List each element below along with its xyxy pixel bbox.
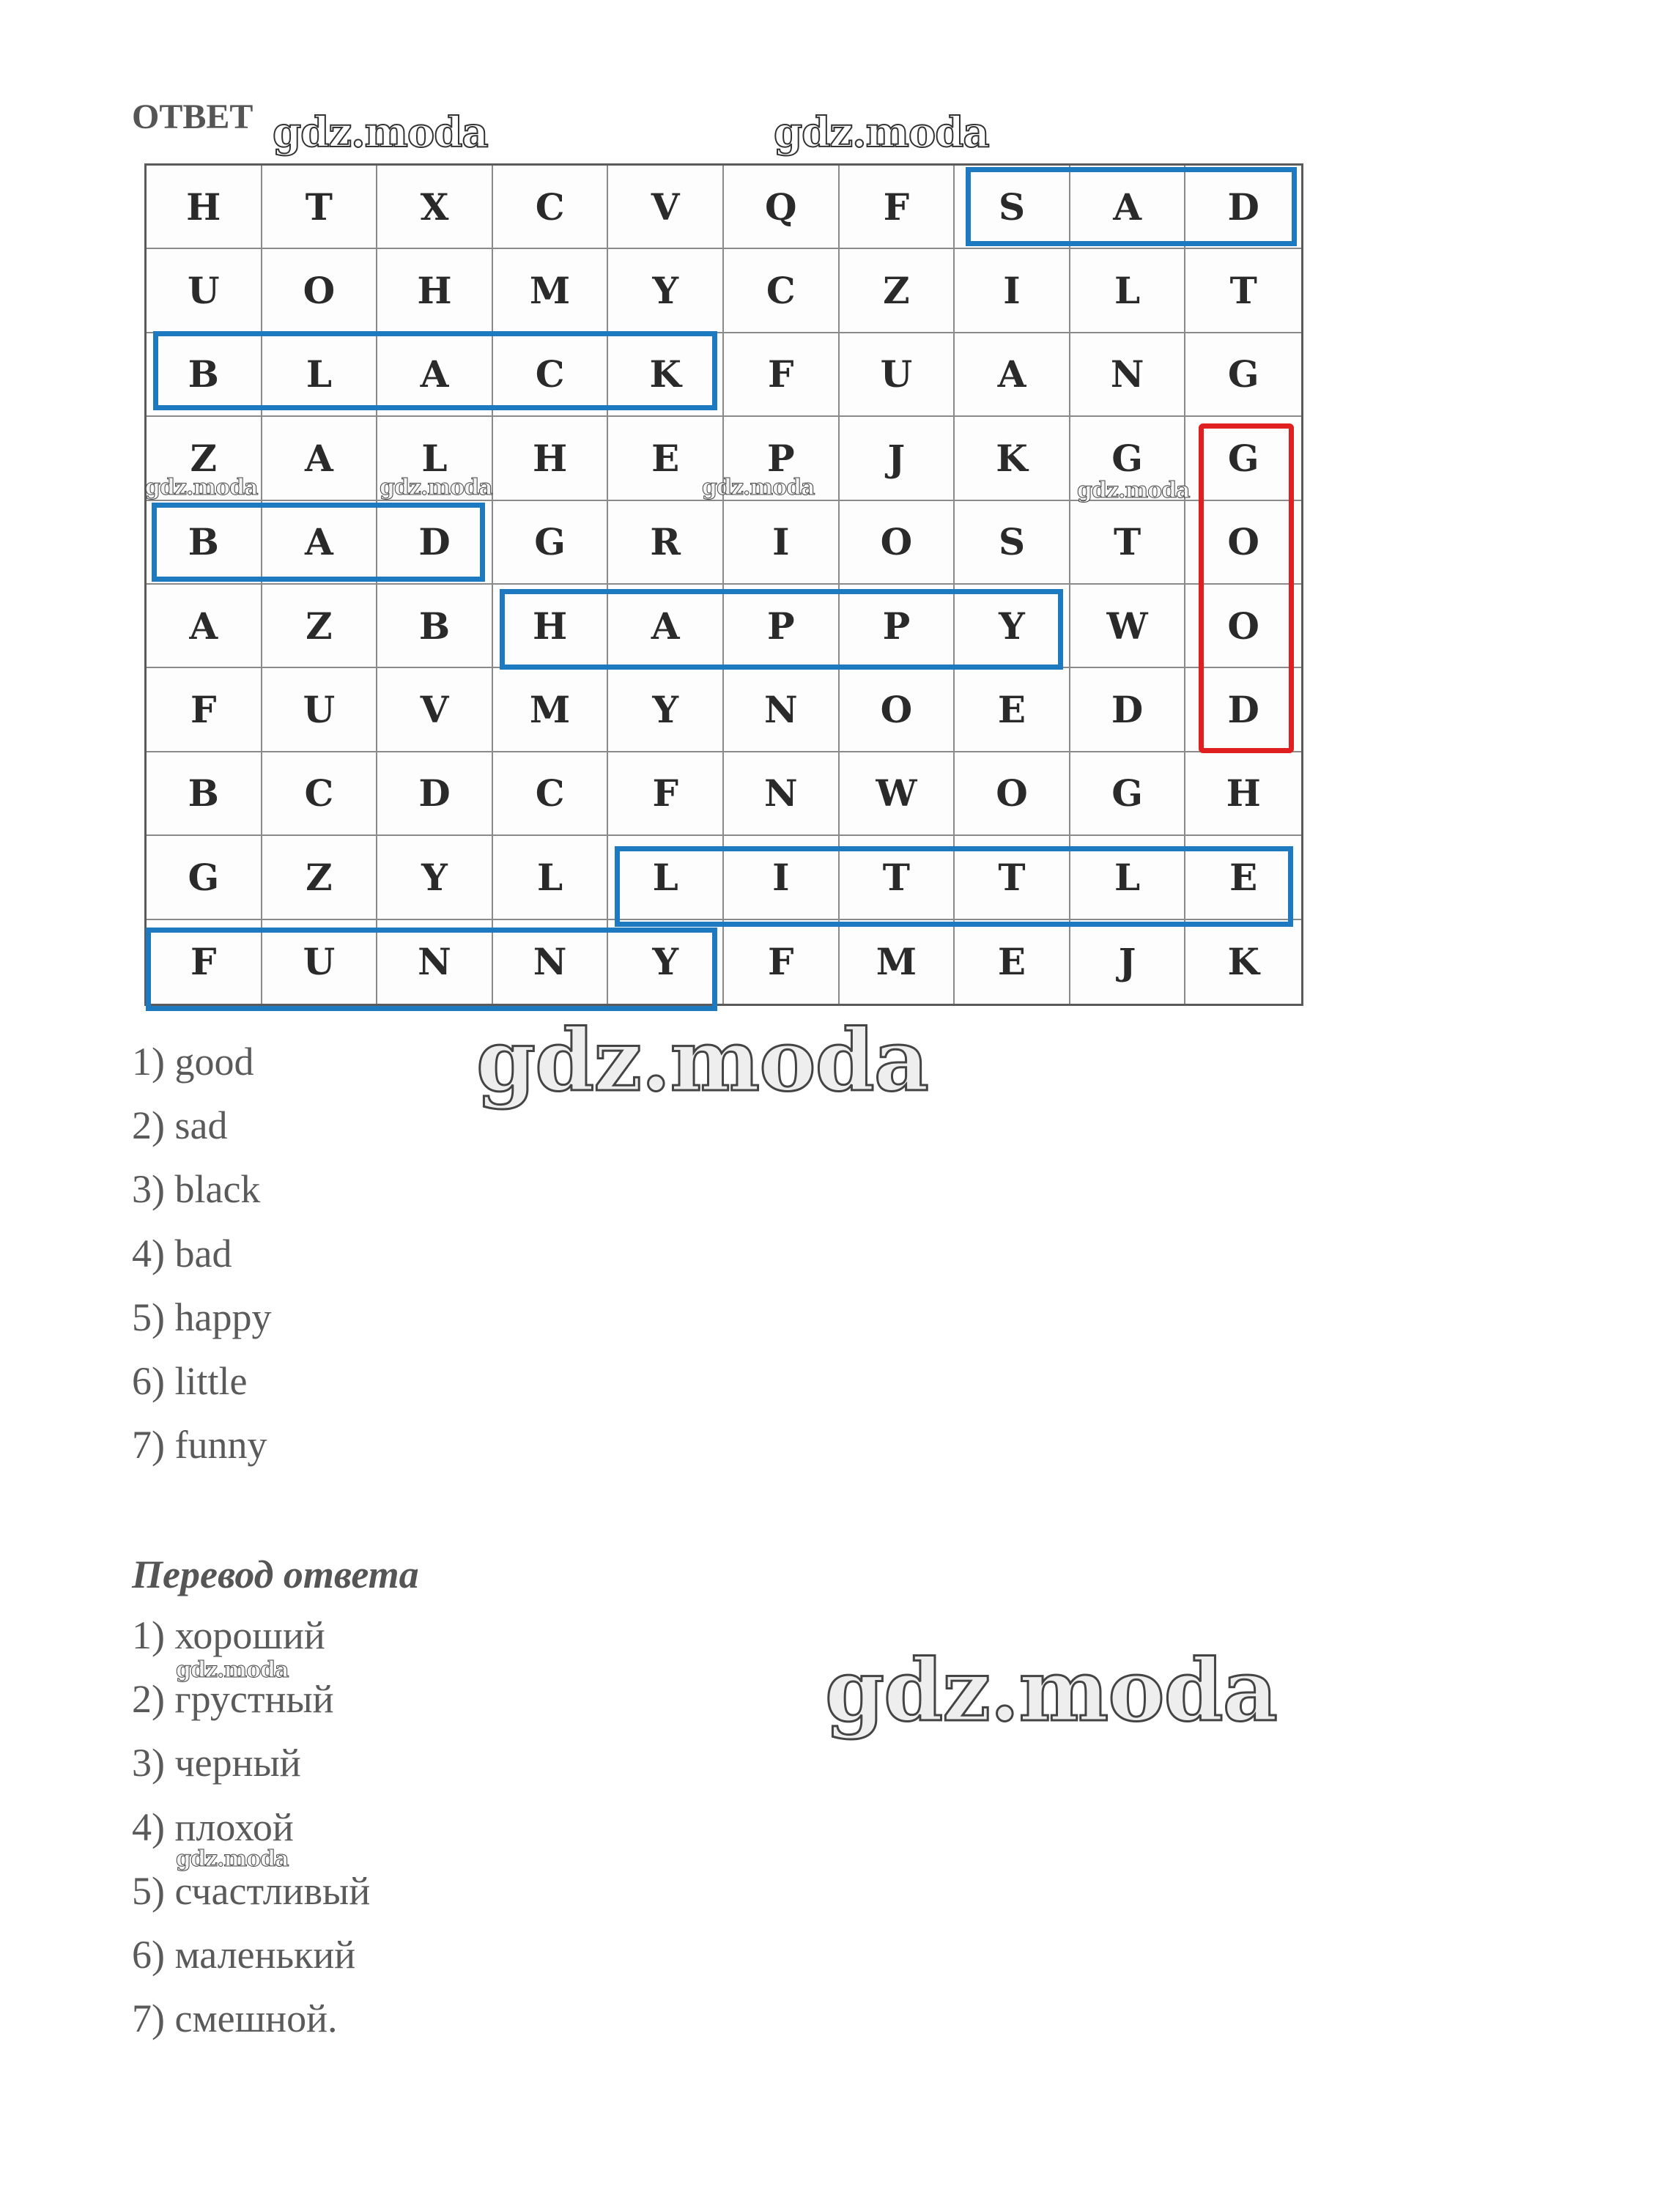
grid-cell: L [608, 836, 724, 919]
grid-cell: A [262, 501, 378, 585]
grid-cell: E [1185, 836, 1301, 919]
grid-cell: Q [724, 166, 840, 249]
grid-cell: U [840, 333, 955, 417]
grid-cell: I [724, 836, 840, 919]
grid-cell: U [147, 249, 262, 333]
answer-item: 3) black [132, 1167, 261, 1211]
answer-heading: ОТВЕТ [132, 97, 254, 136]
grid-cell: F [840, 166, 955, 249]
grid-cell: B [377, 585, 493, 668]
grid-cell: G [1185, 417, 1301, 500]
watermark: gdz.moda [145, 475, 258, 500]
answer-item: 6) little [132, 1359, 248, 1403]
grid-cell: Z [147, 417, 262, 500]
grid-cell: Z [840, 249, 955, 333]
grid-cell: D [1185, 166, 1301, 249]
grid-cell: T [262, 166, 378, 249]
translation-item: 3) черный [132, 1741, 301, 1785]
highlight-black [153, 331, 717, 410]
grid-cell: K [608, 333, 724, 417]
grid-cell: Y [608, 920, 724, 1004]
grid-cell: E [608, 417, 724, 500]
translation-item: 4) плохой [132, 1805, 294, 1849]
grid-cell: V [608, 166, 724, 249]
grid-cell: G [1185, 333, 1301, 417]
grid-cell: E [955, 668, 1070, 752]
grid-cell: F [147, 668, 262, 752]
grid-cell: P [724, 585, 840, 668]
grid-cell: L [377, 417, 493, 500]
grid-cell: W [1070, 585, 1186, 668]
grid-cell: W [840, 752, 955, 836]
grid-cell: G [1070, 417, 1186, 500]
grid-cell: Y [377, 836, 493, 919]
grid-cell: G [1070, 752, 1186, 836]
grid-cell: Y [608, 249, 724, 333]
grid-cell: K [955, 417, 1070, 500]
grid-cell: D [377, 752, 493, 836]
translation-heading: Перевод ответа [132, 1552, 419, 1596]
grid-cell: O [955, 752, 1070, 836]
grid-cell: C [262, 752, 378, 836]
grid-cell: D [377, 501, 493, 585]
answer-item: 1) good [132, 1040, 254, 1084]
grid-cell: L [493, 836, 609, 919]
translation-item: 6) маленький [132, 1933, 356, 1977]
grid-cell: H [1185, 752, 1301, 836]
watermark: gdz.moda [476, 1011, 928, 1111]
grid-cell: A [262, 417, 378, 500]
grid-cell: B [147, 752, 262, 836]
grid-cell: N [377, 920, 493, 1004]
watermark: gdz.moda [825, 1641, 1277, 1741]
grid-cell: Z [262, 585, 378, 668]
watermark: gdz.moda [176, 1846, 289, 1872]
watermark: gdz.moda [702, 475, 815, 500]
answer-item: 2) sad [132, 1103, 228, 1147]
highlight-good [1199, 423, 1294, 753]
grid-cell: L [1070, 836, 1186, 919]
grid-cell: H [493, 417, 609, 500]
grid-cell: C [493, 166, 609, 249]
grid-cell: J [1070, 920, 1186, 1004]
grid-cell: G [147, 836, 262, 919]
grid-cell: M [840, 920, 955, 1004]
grid-cell: L [262, 333, 378, 417]
grid-cell: F [724, 920, 840, 1004]
grid-cell: D [1070, 668, 1186, 752]
grid-cell: B [147, 333, 262, 417]
grid-cell: A [147, 585, 262, 668]
grid-cell: I [724, 501, 840, 585]
watermark: gdz.moda [273, 108, 488, 157]
highlight-funny [146, 928, 717, 1011]
grid-cell: H [493, 585, 609, 668]
watermark: gdz.moda [176, 1657, 289, 1683]
grid-cell: Y [608, 668, 724, 752]
answer-item: 4) bad [132, 1232, 232, 1276]
grid-cell: O [1185, 501, 1301, 585]
grid-cell: Z [262, 836, 378, 919]
grid-cell: U [262, 668, 378, 752]
grid-cell: T [840, 836, 955, 919]
grid-cell: K [1227, 940, 1259, 984]
grid-cell: C [493, 752, 609, 836]
grid-cell: X [377, 166, 493, 249]
grid-cell: S [955, 166, 1070, 249]
highlight-little [615, 846, 1293, 927]
answer-item: 7) funny [132, 1423, 267, 1467]
translation-item: 1) хороший [132, 1613, 325, 1657]
answer-item: 5) happy [132, 1295, 272, 1339]
grid-cell: A [955, 333, 1070, 417]
watermark: gdz.moda [774, 108, 989, 157]
grid-cell: A [377, 333, 493, 417]
translation-item: 7) смешной. [132, 1996, 338, 2040]
grid-cell: F [147, 920, 262, 1004]
grid-cell: A [608, 585, 724, 668]
grid-cell: Y [955, 585, 1070, 668]
grid-cell: C [493, 333, 609, 417]
highlight-bad [152, 503, 485, 582]
grid-cell: O [840, 501, 955, 585]
grid-cell: P [840, 585, 955, 668]
grid-cell: M [493, 249, 609, 333]
grid-cell: H [147, 166, 262, 249]
watermark: gdz.moda [1077, 478, 1190, 503]
translation-item: 2) грустный [132, 1677, 334, 1721]
grid-cell: N [493, 920, 609, 1004]
grid-cell: O [1185, 585, 1301, 668]
grid-cell: L [1070, 249, 1186, 333]
grid-cell: J [840, 417, 955, 500]
grid-cell: U [262, 920, 378, 1004]
watermark: gdz.moda [380, 475, 492, 500]
grid-cell: F [608, 752, 724, 836]
grid-cell: I [955, 249, 1070, 333]
grid-cell: E [955, 920, 1070, 1004]
grid-cell: D [1185, 668, 1301, 752]
grid-cell: N [724, 752, 840, 836]
grid-cell: C [724, 249, 840, 333]
highlight-happy [500, 589, 1063, 670]
translation-item: 5) счастливый [132, 1869, 371, 1913]
grid-cell: F [724, 333, 840, 417]
grid-cell: T [1070, 501, 1186, 585]
grid-cell: P [724, 417, 840, 500]
grid-cell: G [493, 501, 609, 585]
grid-cell: V [377, 668, 493, 752]
grid-cell: O [262, 249, 378, 333]
grid-cell: A [1070, 166, 1186, 249]
grid-cell: S [955, 501, 1070, 585]
grid-cell: N [1070, 333, 1186, 417]
grid-cell: M [493, 668, 609, 752]
grid-cell: O [840, 668, 955, 752]
grid-cell: B [147, 501, 262, 585]
grid-cell: R [608, 501, 724, 585]
grid-cell: N [724, 668, 840, 752]
highlight-sad [966, 167, 1297, 246]
grid-cell: T [955, 836, 1070, 919]
grid-cell: T [1185, 249, 1301, 333]
grid-cell: H [377, 249, 493, 333]
